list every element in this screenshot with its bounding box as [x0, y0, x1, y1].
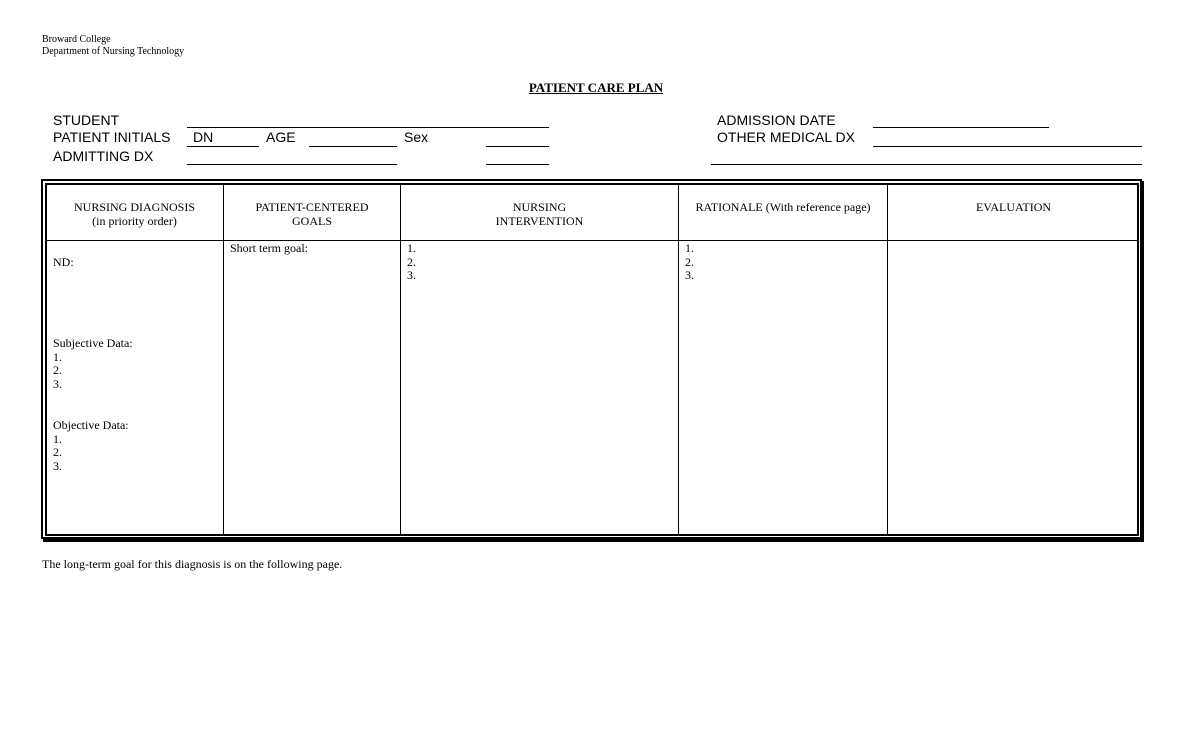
- care-plan-table: [45, 183, 1139, 536]
- column-header-rationale: RATIONALE (With reference page): [695, 200, 871, 214]
- column-divider: [400, 184, 401, 535]
- department-name: Department of Nursing Technology: [42, 46, 185, 57]
- admission-date-label: ADMISSION DATE: [717, 112, 836, 128]
- column-header-intervention: NURSING INTERVENTION: [495, 200, 584, 228]
- column-divider: [678, 184, 679, 535]
- subjective-data-section: Subjective Data: 1. 2. 3.: [53, 336, 133, 391]
- other-medical-dx-field[interactable]: [873, 131, 1142, 147]
- other-medical-dx-label: OTHER MEDICAL DX: [717, 129, 855, 145]
- age-field[interactable]: [309, 131, 397, 147]
- admitting-dx-field[interactable]: [187, 149, 397, 165]
- admission-date-field[interactable]: [873, 113, 1049, 128]
- column-divider: [887, 184, 888, 535]
- institution-name: Broward College: [42, 34, 111, 45]
- sex-label: Sex: [404, 129, 429, 145]
- patient-initials-value: DN: [193, 129, 214, 145]
- short-term-goal-label: Short term goal:: [230, 241, 308, 255]
- sex-field[interactable]: [486, 131, 549, 147]
- intervention-list: 1. 2. 3.: [407, 241, 416, 282]
- admitting-dx-extra-field[interactable]: [486, 149, 549, 165]
- nd-label: ND:: [53, 255, 74, 269]
- column-header-nursing-diagnosis: NURSING DIAGNOSIS (in priority order): [73, 200, 195, 228]
- page-title: PATIENT CARE PLAN: [528, 80, 664, 95]
- footer-note: The long-term goal for this diagnosis is on the following page.: [42, 557, 343, 571]
- other-medical-dx-extra-field[interactable]: [711, 149, 1142, 165]
- column-divider: [223, 184, 224, 535]
- column-header-goals: PATIENT-CENTERED GOALS: [255, 200, 369, 228]
- header-row-divider: [46, 240, 1138, 241]
- student-field[interactable]: [187, 113, 549, 128]
- objective-data-section: Objective Data: 1. 2. 3.: [53, 418, 129, 473]
- student-label: STUDENT: [53, 112, 120, 128]
- column-header-evaluation: EVALUATION: [975, 200, 1052, 214]
- patient-initials-label: PATIENT INITIALS: [53, 129, 171, 145]
- rationale-list: 1. 2. 3.: [685, 241, 694, 282]
- age-label: AGE: [266, 129, 296, 145]
- admitting-dx-label: ADMITTING DX: [53, 148, 154, 164]
